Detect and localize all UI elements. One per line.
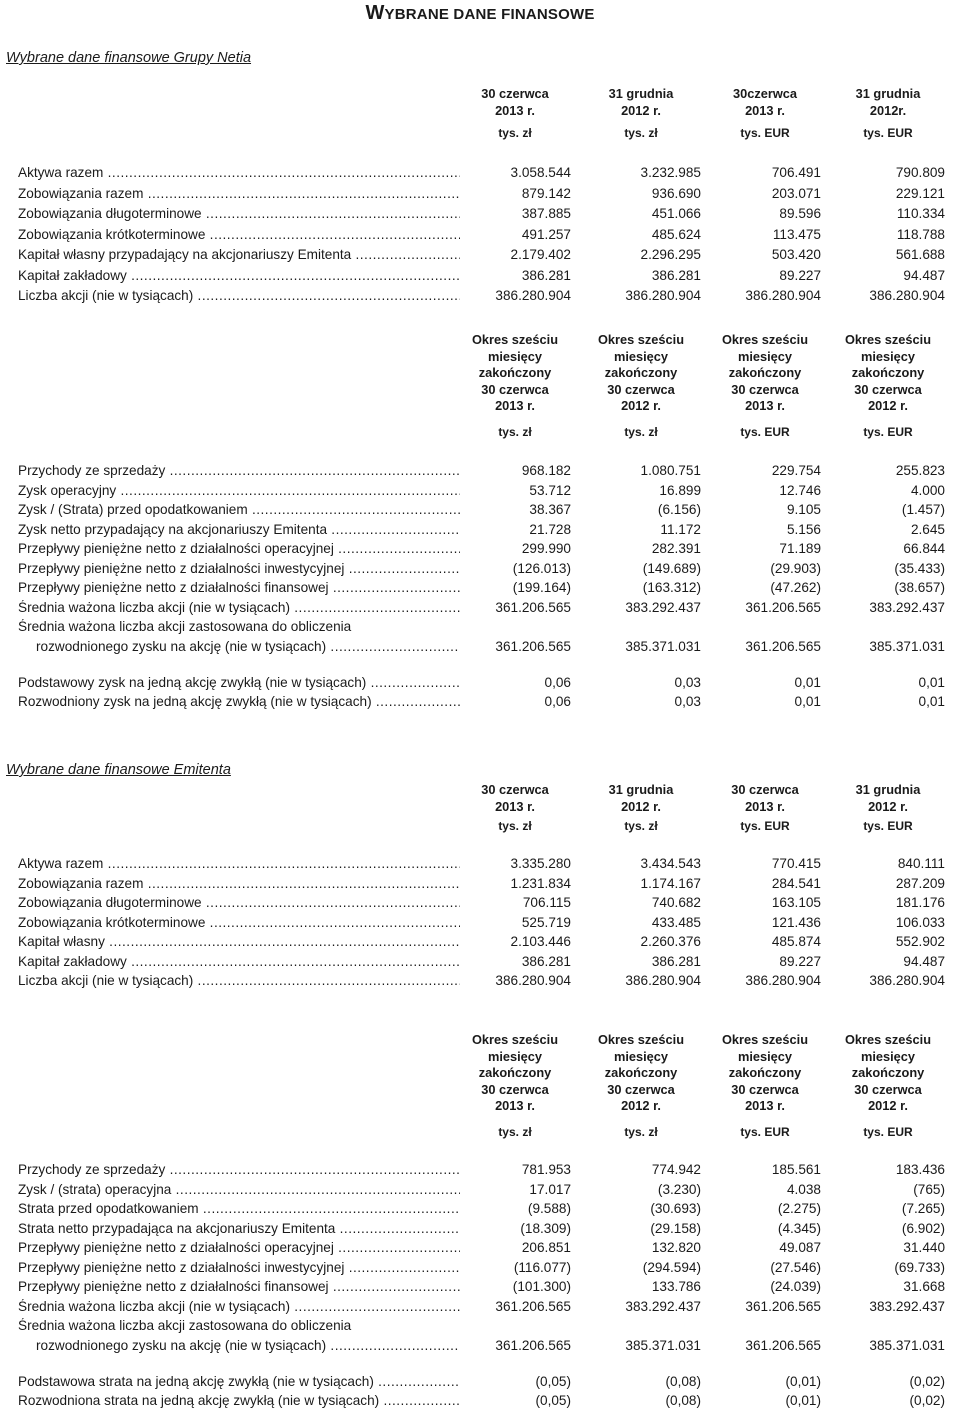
row-value-1: 386.281 xyxy=(521,953,571,969)
table-row xyxy=(0,186,960,206)
row-value-1: 525.719 xyxy=(521,914,571,930)
row-value-1: 361.206.565 xyxy=(495,1298,571,1314)
row-value-3: (47.262) xyxy=(770,580,821,595)
row-label: Zobowiązania długoterminowe ..... xyxy=(18,895,460,910)
row-value-3: 71.189 xyxy=(779,541,821,556)
table-row xyxy=(0,1338,960,1358)
row-value-1: (9.588) xyxy=(527,1201,571,1216)
row-value-2: 0,03 xyxy=(674,674,701,690)
group-balance-unit-1: tys. zł xyxy=(498,126,532,140)
row-value-2: 383.292.437 xyxy=(625,1298,701,1314)
row-value-2: (149.689) xyxy=(642,560,701,576)
row-label: Zysk / (Strata) przed opodatkowaniem ..... xyxy=(18,502,460,517)
page-title: WYBRANE DANE FINANSOWE xyxy=(365,2,595,24)
group-balance-unit-2: tys. zł xyxy=(624,126,658,140)
row-value-2: (163.312) xyxy=(642,580,701,595)
table-row xyxy=(0,1201,960,1221)
table-row xyxy=(0,580,960,600)
row-value-1: (18.309) xyxy=(520,1220,571,1236)
issuer-balance-header-1: 30 czerwca 2013 r. xyxy=(481,782,549,814)
row-value-1: 968.182 xyxy=(521,463,571,478)
row-value-1: 1.231.834 xyxy=(510,875,571,891)
row-label: Przepływy pieniężne netto z działalności finansowej ..... xyxy=(18,580,460,595)
row-value-2: 433.485 xyxy=(651,914,701,930)
row-value-2: 386.281 xyxy=(651,267,701,283)
row-value-1: 17.017 xyxy=(529,1181,571,1197)
row-value-2: (0,08) xyxy=(665,1373,701,1389)
row-value-4: (35.433) xyxy=(894,560,945,576)
row-label: rozwodnionego zysku na akcję (nie w tysiącach) ..... xyxy=(36,639,460,654)
issuer-balance-unit-3: tys. EUR xyxy=(740,819,790,833)
row-value-2: (30.693) xyxy=(650,1201,701,1216)
row-label: Przepływy pieniężne netto z działalności inwestycyjnej ..... xyxy=(18,1260,460,1275)
row-label: Średnia ważona liczba akcji zastosowana do obliczenia xyxy=(18,1318,352,1333)
table-row xyxy=(0,639,960,659)
table-row xyxy=(0,1162,960,1182)
row-value-3: 89.596 xyxy=(779,206,821,221)
row-label: Zobowiązania długoterminowe ..... xyxy=(18,206,460,221)
group-balance-header-2: 31 grudnia 2012 r. xyxy=(608,86,674,118)
table-row xyxy=(0,1393,960,1413)
row-value-4: 0,01 xyxy=(918,674,945,690)
row-value-2: 133.786 xyxy=(651,1279,701,1294)
row-value-3: 770.415 xyxy=(771,856,821,871)
row-value-4: 2.645 xyxy=(910,521,945,537)
row-value-1: 206.851 xyxy=(521,1240,571,1255)
row-label: Liczba akcji (nie w tysiącach) ..... xyxy=(18,973,460,988)
table-row xyxy=(0,463,960,483)
row-value-2: 386.280.904 xyxy=(625,288,701,303)
group-period-unit-3: tys. EUR xyxy=(740,425,790,439)
table-row xyxy=(0,915,960,935)
row-value-4: (6.902) xyxy=(901,1220,945,1236)
row-value-2: 2.296.295 xyxy=(640,247,701,262)
row-value-1: 3.058.544 xyxy=(510,165,571,180)
row-value-2: 2.260.376 xyxy=(640,934,701,949)
table-row xyxy=(0,1279,960,1299)
row-value-2: 386.281 xyxy=(651,953,701,969)
table-row xyxy=(0,619,960,639)
row-value-2: 485.624 xyxy=(651,226,701,242)
row-value-4: 181.176 xyxy=(895,895,945,910)
row-value-3: 361.206.565 xyxy=(745,1337,821,1353)
section-title-group: Wybrane dane finansowe Grupy Netia xyxy=(6,50,252,66)
row-label: Przepływy pieniężne netto z działalności operacyjnej ..... xyxy=(18,1240,460,1255)
row-value-2: 383.292.437 xyxy=(625,599,701,615)
table-row xyxy=(0,934,960,954)
table-row xyxy=(0,268,960,288)
group-balance-header-1: 30 czerwca 2013 r. xyxy=(481,86,549,118)
issuer-balance-header-4: 31 grudnia 2012 r. xyxy=(855,782,921,814)
row-label: Zobowiązania razem ..... xyxy=(18,186,460,201)
row-value-1: 386.280.904 xyxy=(495,973,571,988)
row-value-1: 53.712 xyxy=(529,482,571,498)
row-value-3: 9.105 xyxy=(786,502,821,517)
row-value-2: 385.371.031 xyxy=(625,1337,701,1353)
row-value-4: 0,01 xyxy=(918,694,945,710)
row-value-3: 386.280.904 xyxy=(745,288,821,303)
table-row xyxy=(0,541,960,561)
table-row xyxy=(0,561,960,581)
row-value-3: 361.206.565 xyxy=(745,638,821,654)
row-value-3: 361.206.565 xyxy=(745,1298,821,1314)
row-value-2: (0,08) xyxy=(665,1393,701,1409)
issuer-period-unit-2: tys. zł xyxy=(624,1125,658,1139)
row-value-1: 38.367 xyxy=(529,502,571,517)
row-value-4: 552.902 xyxy=(895,934,945,949)
row-value-1: 21.728 xyxy=(529,521,571,537)
row-value-2: 386.280.904 xyxy=(625,973,701,988)
row-label: Liczba akcji (nie w tysiącach) ..... xyxy=(18,288,460,303)
row-value-3: 89.227 xyxy=(779,267,821,283)
row-value-2: (294.594) xyxy=(642,1259,701,1275)
row-value-3: (4.345) xyxy=(777,1220,821,1236)
issuer-period-unit-4: tys. EUR xyxy=(863,1125,913,1139)
row-value-3: 0,01 xyxy=(794,694,821,710)
row-value-4: (0,02) xyxy=(909,1393,945,1409)
table-row xyxy=(0,1221,960,1241)
row-value-2: 0,03 xyxy=(674,694,701,710)
table-row xyxy=(0,288,960,308)
row-value-1: 299.990 xyxy=(521,541,571,556)
row-value-2: (29.158) xyxy=(650,1220,701,1236)
row-label: Przychody ze sprzedaży ..... xyxy=(18,463,460,478)
row-value-2: 3.434.543 xyxy=(640,856,701,871)
row-value-3: 5.156 xyxy=(786,521,821,537)
table-row xyxy=(0,954,960,974)
issuer-balance-unit-4: tys. EUR xyxy=(863,819,913,833)
row-value-3: 503.420 xyxy=(771,247,821,262)
table-row xyxy=(0,1260,960,1280)
row-value-3: (24.039) xyxy=(770,1279,821,1294)
row-value-3: 0,01 xyxy=(794,674,821,690)
row-label: Zysk operacyjny ..... xyxy=(18,483,460,498)
row-value-3: 12.746 xyxy=(779,482,821,498)
row-value-4: 118.788 xyxy=(896,226,945,242)
row-value-1: 0,06 xyxy=(544,694,571,710)
issuer-balance-header-3: 30 czerwca 2013 r. xyxy=(731,782,799,814)
row-value-4: 183.436 xyxy=(895,1162,945,1177)
table-row xyxy=(0,227,960,247)
group-period-unit-2: tys. zł xyxy=(624,425,658,439)
row-value-2: 282.391 xyxy=(651,541,701,556)
row-value-3: (0,01) xyxy=(785,1393,821,1409)
row-value-1: 3.335.280 xyxy=(510,856,571,871)
row-value-4: 383.292.437 xyxy=(869,599,945,615)
group-period-header-2: Okres sześciu miesięcy zakończony 30 czerwca 2012 r. xyxy=(597,332,685,413)
row-label: Aktywa razem ..... xyxy=(18,165,460,180)
row-label: Przepływy pieniężne netto z działalności operacyjnej ..... xyxy=(18,541,460,556)
row-value-4: 287.209 xyxy=(895,875,945,891)
row-value-3: 121.436 xyxy=(771,914,821,930)
group-period-unit-4: tys. EUR xyxy=(863,425,913,439)
row-label: Zysk / (strata) operacyjna ..... xyxy=(18,1182,460,1197)
row-value-4: 31.668 xyxy=(903,1279,945,1294)
row-value-3: 89.227 xyxy=(779,953,821,969)
row-value-4: 110.334 xyxy=(896,206,945,221)
row-value-4: 383.292.437 xyxy=(869,1298,945,1314)
row-value-3: 49.087 xyxy=(779,1240,821,1255)
row-value-4: 561.688 xyxy=(895,247,945,262)
row-value-4: 385.371.031 xyxy=(869,1337,945,1353)
row-value-3: 284.541 xyxy=(771,875,821,891)
row-value-4: 385.371.031 xyxy=(869,638,945,654)
row-value-2: 740.682 xyxy=(651,895,701,910)
row-value-3: 203.071 xyxy=(771,185,821,201)
row-value-1: 2.103.446 xyxy=(510,934,571,949)
table-row xyxy=(0,247,960,267)
row-value-1: 387.885 xyxy=(521,206,571,221)
row-value-3: (2.275) xyxy=(777,1201,821,1216)
row-label: Średnia ważona liczba akcji zastosowana do obliczenia xyxy=(18,619,352,634)
row-label: Zobowiązania krótkoterminowe ..... xyxy=(18,227,460,242)
group-balance-unit-3: tys. EUR xyxy=(740,126,790,140)
row-label: Strata przed opodatkowaniem ..... xyxy=(18,1201,460,1216)
row-label: Strata netto przypadająca na akcjonariuszy Emitenta ..... xyxy=(18,1221,460,1236)
row-value-1: (0,05) xyxy=(535,1373,571,1389)
row-value-4: (1.457) xyxy=(901,502,945,517)
row-value-1: 361.206.565 xyxy=(495,638,571,654)
issuer-period-unit-1: tys. zł xyxy=(498,1125,532,1139)
row-label: Aktywa razem ..... xyxy=(18,856,460,871)
group-period-header-4: Okres sześciu miesięcy zakończony 30 czerwca 2012 r. xyxy=(844,332,932,413)
issuer-balance-unit-2: tys. zł xyxy=(624,819,658,833)
group-balance-unit-4: tys. EUR xyxy=(863,126,913,140)
group-period-header-1: Okres sześciu miesięcy zakończony 30 czerwca 2013 r. xyxy=(471,332,559,413)
row-value-2: 1.174.167 xyxy=(640,875,701,891)
row-value-4: 94.487 xyxy=(903,953,945,969)
row-value-2: (3.230) xyxy=(657,1181,701,1197)
table-row xyxy=(0,483,960,503)
row-label: Rozwodniony zysk na jedną akcję zwykłą (nie w tysiącach) ..... xyxy=(18,694,460,709)
row-value-1: 361.206.565 xyxy=(495,599,571,615)
row-value-4: 31.440 xyxy=(903,1240,945,1255)
row-value-3: 185.561 xyxy=(771,1162,821,1177)
row-value-4: 94.487 xyxy=(903,267,945,283)
row-value-2: 16.899 xyxy=(659,482,701,498)
table-row xyxy=(0,165,960,185)
row-value-3: 485.874 xyxy=(771,934,821,949)
issuer-balance-header-2: 31 grudnia 2012 r. xyxy=(608,782,674,814)
table-row xyxy=(0,502,960,522)
row-label: Średnia ważona liczba akcji (nie w tysiącach) ..... xyxy=(18,600,460,615)
table-row xyxy=(0,1240,960,1260)
row-label: Zysk netto przypadający na akcjonariuszy Emitenta ..... xyxy=(18,522,460,537)
row-value-2: 11.172 xyxy=(660,521,701,537)
issuer-period-unit-3: tys. EUR xyxy=(740,1125,790,1139)
group-balance-header-3: 30czerwca 2013 r. xyxy=(732,86,798,118)
row-value-1: 0,06 xyxy=(544,674,571,690)
row-value-3: 4.038 xyxy=(786,1181,821,1197)
row-value-1: 2.179.402 xyxy=(510,247,571,262)
row-value-4: 386.280.904 xyxy=(869,288,945,303)
table-row xyxy=(0,694,960,714)
row-value-1: 781.953 xyxy=(521,1162,571,1177)
row-value-1: 386.280.904 xyxy=(495,288,571,303)
row-label: Kapitał własny ..... xyxy=(18,934,460,949)
group-balance-header-4: 31 grudnia 2012r. xyxy=(855,86,921,118)
table-row xyxy=(0,1299,960,1319)
issuer-period-header-2: Okres sześciu miesięcy zakończony 30 czerwca 2012 r. xyxy=(597,1032,685,1113)
row-value-1: (0,05) xyxy=(535,1393,571,1409)
row-label: rozwodnionego zysku na akcję (nie w tysiącach) ..... xyxy=(36,1338,460,1353)
row-value-4: 229.121 xyxy=(895,185,945,201)
row-value-4: (0,02) xyxy=(909,1373,945,1389)
row-label: Przepływy pieniężne netto z działalności inwestycyjnej ..... xyxy=(18,561,460,576)
row-label: Podstawowa strata na jedną akcję zwykłą (nie w tysiącach) ..... xyxy=(18,1374,460,1389)
table-row xyxy=(0,895,960,915)
row-value-3: 386.280.904 xyxy=(745,973,821,988)
row-value-3: 229.754 xyxy=(771,463,821,478)
table-row xyxy=(0,1182,960,1202)
row-value-3: 706.491 xyxy=(771,165,821,180)
group-period-unit-1: tys. zł xyxy=(498,425,532,439)
issuer-period-header-3: Okres sześciu miesięcy zakończony 30 czerwca 2013 r. xyxy=(721,1032,809,1113)
row-value-2: 385.371.031 xyxy=(625,638,701,654)
table-row xyxy=(0,856,960,876)
row-value-1: 386.281 xyxy=(521,267,571,283)
row-label: Zobowiązania razem ..... xyxy=(18,876,460,891)
row-value-2: (6.156) xyxy=(657,502,701,517)
table-row xyxy=(0,876,960,896)
row-value-3: 163.105 xyxy=(771,895,821,910)
table-row xyxy=(0,1374,960,1394)
row-value-4: (69.733) xyxy=(894,1259,945,1275)
row-value-2: 1.080.751 xyxy=(640,463,701,478)
row-value-4: 106.033 xyxy=(895,914,945,930)
row-value-4: 790.809 xyxy=(895,165,945,180)
row-value-3: 361.206.565 xyxy=(745,599,821,615)
row-label: Zobowiązania krótkoterminowe ..... xyxy=(18,915,460,930)
row-label: Przepływy pieniężne netto z działalności finansowej ..... xyxy=(18,1279,460,1294)
row-value-1: (199.164) xyxy=(512,580,571,595)
issuer-balance-unit-1: tys. zł xyxy=(498,819,532,833)
table-row xyxy=(0,973,960,993)
row-value-2: 451.066 xyxy=(651,206,701,221)
row-label: Kapitał zakładowy ..... xyxy=(18,954,460,969)
row-value-1: (126.013) xyxy=(512,560,571,576)
issuer-period-header-4: Okres sześciu miesięcy zakończony 30 czerwca 2012 r. xyxy=(844,1032,932,1113)
group-period-header-3: Okres sześciu miesięcy zakończony 30 czerwca 2013 r. xyxy=(721,332,809,413)
row-value-4: 4.000 xyxy=(910,482,945,498)
row-label: Kapitał zakładowy ..... xyxy=(18,268,460,283)
row-value-1: 491.257 xyxy=(521,226,571,242)
row-value-2: 936.690 xyxy=(651,185,701,201)
row-value-1: 879.142 xyxy=(521,185,571,201)
issuer-period-header-1: Okres sześciu miesięcy zakończony 30 czerwca 2013 r. xyxy=(471,1032,559,1113)
row-label: Podstawowy zysk na jedną akcję zwykłą (nie w tysiącach) ..... xyxy=(18,675,460,690)
row-value-2: 132.820 xyxy=(651,1240,701,1255)
row-value-4: 255.823 xyxy=(895,463,945,478)
row-value-4: (7.265) xyxy=(901,1201,945,1216)
row-label: Średnia ważona liczba akcji (nie w tysiącach) ..... xyxy=(18,1299,460,1314)
row-value-4: (765) xyxy=(913,1181,945,1197)
row-label: Rozwodniona strata na jedną akcję zwykłą (nie w tysiącach) ..... xyxy=(18,1393,460,1408)
row-value-3: 113.475 xyxy=(772,226,821,242)
row-value-1: 361.206.565 xyxy=(495,1337,571,1353)
row-value-1: (116.077) xyxy=(513,1259,571,1275)
row-value-4: 840.111 xyxy=(897,856,945,871)
row-value-1: (101.300) xyxy=(512,1279,571,1294)
row-value-3: (29.903) xyxy=(770,560,821,576)
row-value-2: 774.942 xyxy=(651,1162,701,1177)
row-value-4: (38.657) xyxy=(894,580,945,595)
row-value-4: 386.280.904 xyxy=(869,973,945,988)
table-row xyxy=(0,600,960,620)
row-label: Kapitał własny przypadający na akcjonariuszy Emitenta ..... xyxy=(18,247,460,262)
table-row xyxy=(0,675,960,695)
table-row xyxy=(0,206,960,226)
row-value-4: 66.844 xyxy=(903,541,945,556)
table-row xyxy=(0,1318,960,1338)
table-row xyxy=(0,522,960,542)
row-value-3: (0,01) xyxy=(785,1373,821,1389)
row-label: Przychody ze sprzedaży ..... xyxy=(18,1162,460,1177)
row-value-2: 3.232.985 xyxy=(640,165,701,180)
row-value-1: 706.115 xyxy=(522,895,571,910)
row-value-3: (27.546) xyxy=(770,1259,821,1275)
section-title-issuer: Wybrane dane finansowe Emitenta xyxy=(6,762,231,778)
